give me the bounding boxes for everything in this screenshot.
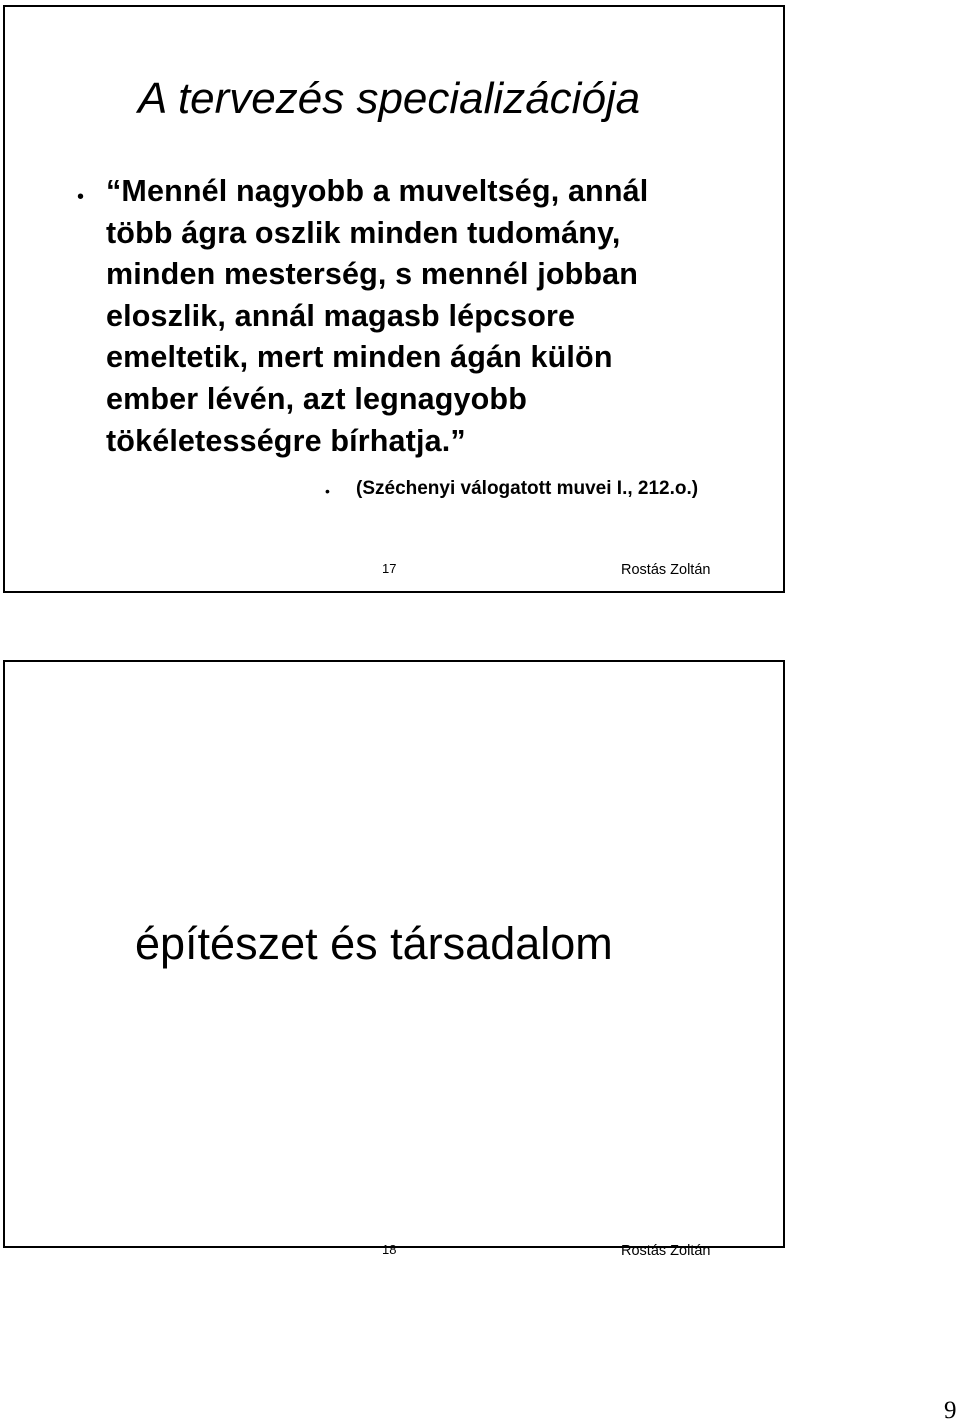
- quote-line: több ágra oszlik minden tudomány,: [106, 215, 621, 250]
- slide-number: 17: [382, 561, 397, 576]
- sub-bullet-point: •: [325, 483, 330, 499]
- slide-18: [3, 660, 785, 1259]
- quote-line: ember lévén, azt legnagyobb: [106, 381, 527, 416]
- slide-author: Rostás Zoltán: [621, 562, 711, 578]
- slide-title: A tervezés specializációja: [138, 74, 641, 123]
- slide-author: Rostás Zoltán: [621, 1243, 711, 1259]
- slide-17: [3, 5, 785, 593]
- quote-text: [106, 171, 766, 462]
- slide-title: építészet és társadalom: [135, 918, 613, 969]
- quote-line: “Mennél nagyobb a muveltség, annál: [106, 174, 649, 208]
- quote-line: emeltetik, mert minden ágán külön: [106, 340, 613, 375]
- citation-text: (Széchenyi válogatott muvei I., 212.o.): [356, 478, 699, 499]
- page-number: 9: [944, 1397, 957, 1424]
- slide-number: 18: [382, 1242, 397, 1257]
- quote-line: eloszlik, annál magasb lépcsore: [106, 298, 576, 333]
- quote-line: minden mesterség, s mennél jobban: [106, 257, 639, 292]
- bullet-point: •: [77, 186, 85, 208]
- quote-line: tökéletességre bírhatja.”: [106, 423, 466, 458]
